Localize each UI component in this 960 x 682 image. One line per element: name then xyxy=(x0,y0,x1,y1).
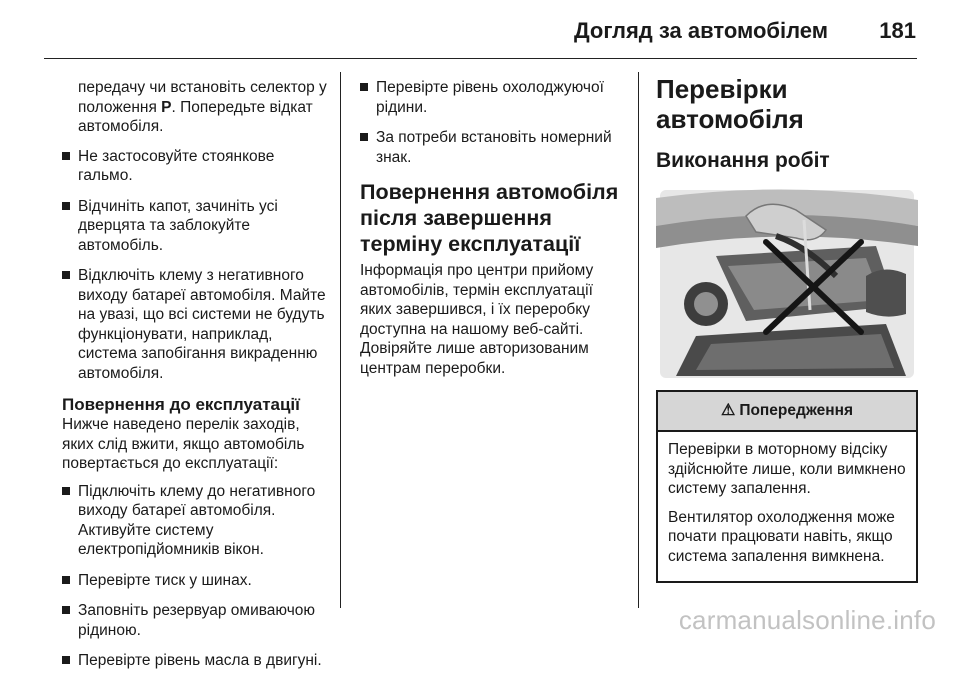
warning-paragraph: Вентилятор охолодження може почати працювати навіть, якщо система запалення вимкнена. xyxy=(668,508,895,565)
engine-bay-illustration xyxy=(656,186,918,382)
bullet-icon xyxy=(62,202,70,210)
continuation-paragraph: передачу чи встановіть селектор у положення P. Попередьте відкат автомобіля. xyxy=(78,79,327,135)
list-item: Відключіть клему з негативного виходу батареї автомобіля. Майте на увазі, що всі системи не будуть функціонувати, наприклад, система запобігання викраденню автомобіля. xyxy=(62,266,332,383)
bullet-icon xyxy=(62,152,70,160)
bullet-icon xyxy=(62,576,70,584)
list-item: За потреби встановіть номерний знак. xyxy=(360,128,622,167)
list-item: Заповніть резервуар омиваючою рідиною. xyxy=(62,601,332,640)
section-heading-end-of-life: Повернення автомобіля після завершення терміну експлуатації xyxy=(360,180,619,256)
bullet-icon xyxy=(62,271,70,279)
list-item: Підключіть клему до негативного виходу батареї автомобіля. Активуйте систему електропідйомників вікон. xyxy=(62,482,332,560)
bullet-icon xyxy=(62,487,70,495)
storage-steps-list xyxy=(62,147,332,384)
column-2 xyxy=(360,78,622,386)
column-divider-1 xyxy=(340,72,341,608)
section-intro: Нижче наведено перелік заходів, яких слід вжити, якщо автомобіль повертається до експлуатації: xyxy=(62,416,305,472)
running-title: Догляд за автомобілем xyxy=(573,18,828,43)
list-item: Перевірте тиск у шинах. xyxy=(62,571,332,591)
end-of-life-paragraph: Інформація про центри прийому автомобілів, термін експлуатації яких завершився, і їх переробку доступна на нашому веб-сайті. Довіряйте лише авторизованим центрам переробки. xyxy=(360,262,594,377)
warning-box xyxy=(656,390,918,583)
warning-header xyxy=(658,392,916,432)
section-heading-return: Повернення до експлуатації xyxy=(62,395,300,414)
return-steps-list xyxy=(62,482,332,671)
list-item: Відчиніть капот, зачиніть усі дверцята та заблокуйте автомобіль. xyxy=(62,197,332,256)
section-title-vehicle-checks: Перевірки автомобіля xyxy=(656,74,804,134)
warning-triangle-icon: ⚠ xyxy=(720,402,736,420)
list-item: Не застосовуйте стоянкове гальмо. xyxy=(62,147,332,186)
bullet-icon xyxy=(62,656,70,664)
list-item: Перевірте рівень масла в двигуні. xyxy=(62,651,332,671)
header-rule xyxy=(44,58,917,59)
column-1 xyxy=(62,78,332,682)
warning-title: Попередження xyxy=(739,402,854,420)
warning-body xyxy=(658,432,916,581)
selector-position: P xyxy=(161,98,172,116)
column-3 xyxy=(656,74,918,583)
return-steps-list-cont xyxy=(360,78,622,167)
warning-paragraph: Перевірки в моторному відсіку здійснюйте лише, коли вимкнено систему запалення. xyxy=(668,441,906,497)
subsection-title-performing-work: Виконання робіт xyxy=(656,149,830,172)
bullet-icon xyxy=(360,83,368,91)
column-divider-2 xyxy=(638,72,639,608)
bullet-icon xyxy=(360,133,368,141)
list-item: Перевірте рівень охолоджуючої рідини. xyxy=(360,78,622,117)
bullet-icon xyxy=(62,606,70,614)
watermark: carmanualsonline.info xyxy=(678,605,936,635)
page-number: 181 xyxy=(879,18,916,43)
running-head xyxy=(0,14,960,48)
